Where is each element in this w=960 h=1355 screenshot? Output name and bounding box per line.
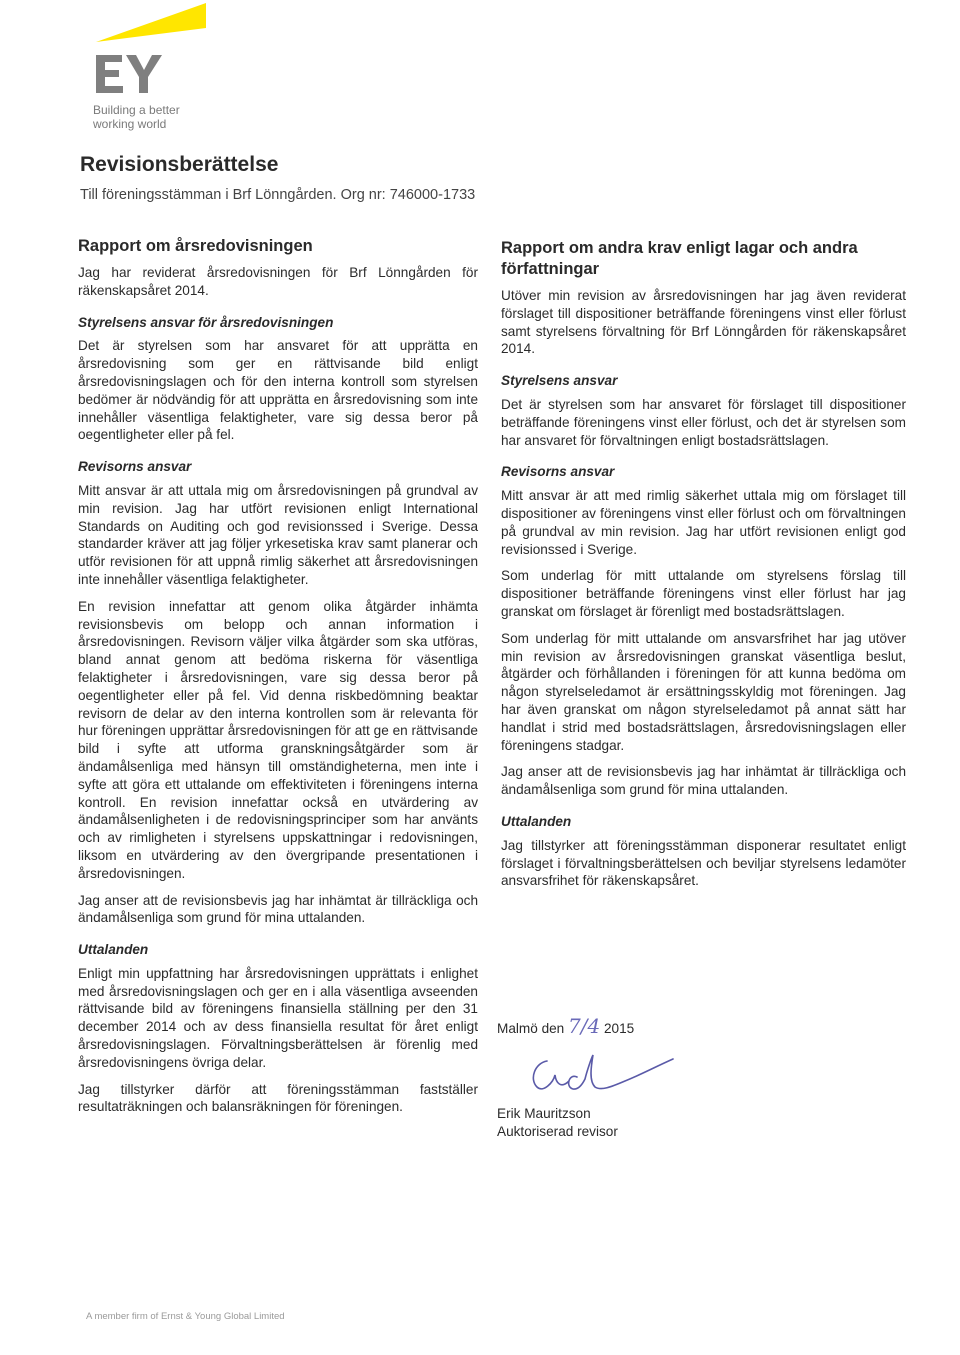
subheading-board-responsibility: Styrelsens ansvar xyxy=(501,373,618,389)
paragraph: Det är styrelsen som har ansvaret för förslaget till dispositioner beträffande föreningens vinst eller förlust, och det är styrelsen som har ansvaret för förvaltningen enligt bostadsrättslagen. xyxy=(501,396,906,448)
tagline-line-1: Building a better xyxy=(93,103,180,117)
subheading-auditor-responsibility: Revisorns ansvar xyxy=(78,459,192,475)
signature-block xyxy=(497,1014,757,1141)
paragraph: Jag har reviderat årsredovisningen för Brf Lönngården för räkenskapsåret 2014. xyxy=(78,265,478,298)
document-subtitle: Till föreningsstämman i Brf Lönngården. Org nr: 746000-1733 xyxy=(80,187,476,203)
section-heading-annual-report: Rapport om årsredovisningen xyxy=(78,237,313,255)
signature-year: 2015 xyxy=(604,1021,635,1036)
paragraph: Mitt ansvar är att uttala mig om årsredovisningen på grundval av min revision. Jag har utfört revisionen enligt International Standards on Auditing och god revisionssed i Sverige. Dessa standarder kräver att jag följer yrkesetiska krav samt planerar och utför revisionen för att uppnå rimlig säkerhet att årsredovisningen inte innehåller väsentliga felaktigheter. xyxy=(78,482,478,587)
paragraph: Jag tillstyrker därför att föreningsstämman fastställer resultaträkningen och balansräkningen för föreningen. xyxy=(78,1081,478,1115)
subheading-statements: Uttalanden xyxy=(501,813,572,829)
paragraph: En revision innefattar att genom olika åtgärder inhämta revisionsbevis om belopp och annan information i årsredovisningen. Revisorn väljer vilka åtgärder som ska utföras, bland annat genom att bedöma riskerna för väsentliga felaktigheter i årsredovisningen, vare sig dessa beror på oegentligheter eller på fel. Vid denna riskbedömning beaktar revisorn de delar av den interna kontrollen som är relevanta för hur föreningen upprättar årsredovisningen för att ge en rättvisande bild i syfte att utforma granskningsåtgärder som är ändamålsenliga med hänsyn till omständigheterna, men inte i syfte att göra ett uttalande om effektiviteten i föreningens interna kontroll. En revision innefattar också en utvärdering av ändamålsenligheten i de redovisningsprinciper som har använts och av rimligheten i styrelsens uppskattningar i redovisningen, liksom en utvärdering av den övergripande presentationen i årsredovisningen. xyxy=(78,598,478,881)
auditor-name: Erik Mauritzson xyxy=(497,1106,591,1121)
paragraph: Jag anser att de revisionsbevis jag har inhämtat är tillräckliga och ändamålsenliga som grund för mina uttalanden. xyxy=(501,764,906,798)
ey-tagline xyxy=(93,103,180,131)
ey-logo-icon xyxy=(92,0,212,100)
paragraph: Utöver min revision av årsredovisningen har jag även reviderat förslaget till dispositioner beträffande föreningens vinst eller förlust samt styrelsens förvaltning för Brf Lönngården för räkenskapsåret 2014. xyxy=(501,288,906,357)
handwritten-date: 7/4 xyxy=(568,1014,601,1038)
tagline-line-2: working world xyxy=(93,117,167,131)
paragraph: Som underlag för mitt uttalande om styrelsens förslag till dispositioner beträffande föreningens vinst eller förlust har jag granskat om förslaget är förenligt med bostadsrättslagen. xyxy=(501,568,906,619)
signature-place: Malmö den xyxy=(497,1021,565,1036)
left-column xyxy=(78,236,478,1125)
signature-date xyxy=(497,1014,757,1041)
subheading-board-responsibility: Styrelsens ansvar för årsredovisningen xyxy=(78,314,334,330)
subheading-auditor-responsibility: Revisorns ansvar xyxy=(501,464,615,480)
paragraph: Jag anser att de revisionsbevis jag har inhämtat är tillräckliga och ändamålsenliga som grund för mina uttalanden. xyxy=(78,892,478,926)
paragraph: Som underlag för mitt uttalande om ansvarsfrihet har jag utöver min revision av årsredovisningen granskat väsentliga beslut, åtgärder och förhållanden i föreningen för att kunna bedöma om någon styrelseledamot är ersättningsskyldig mot föreningen. Jag har även granskat om någon styrelseledamot på annat sätt har handlat i strid med bostadsrättslagen, årsredovisningslagen eller föreningens stadgar. xyxy=(501,630,906,753)
paragraph: Jag tillstyrker att föreningsstämman disponerar resultatet enligt förslaget i förvaltningsberättelsen och beviljar styrelsens ledamöter ansvarsfrihet för räkenskapsåret. xyxy=(501,837,906,889)
paragraph: Det är styrelsen som har ansvaret för att upprätta en årsredovisning som ger en rättvisande bild enligt årsredovisningslagen och för den interna kontroll som styrelsen bedömer är nödvändig för att upprätta en årsredovisning som inte innehåller väsentliga felaktigheter, vare sig dessa beror på oegentligheter eller på fel. xyxy=(78,338,478,443)
paragraph: Enligt min uppfattning har årsredovisningen upprättats i enlighet med årsredovisningslagen och ger en i alla väsentliga avseenden rättvisande bild av föreningens finansiella ställning per den 31 december 2014 och av dess finansiella resultat för året enligt årsredovisningslagen. Förvaltningsberättelsen är förenlig med årsredovisningens övriga delar. xyxy=(78,965,478,1070)
document-title: Revisionsberättelse xyxy=(80,153,279,176)
footer-note: A member firm of Ernst & Young Global Limited xyxy=(86,1311,285,1322)
auditor-role: Auktoriserad revisor xyxy=(497,1124,618,1139)
right-column xyxy=(501,238,906,899)
section-heading-other-requirements: Rapport om andra krav enligt lagar och andra författningar xyxy=(501,239,858,278)
handwritten-signature-icon xyxy=(525,1049,675,1099)
paragraph: Mitt ansvar är att med rimlig säkerhet uttala mig om förslaget till dispositioner av föreningens vinst eller förlust och om förvaltningen på grundval av min revision. Jag har utfört revisionen enligt god revisionssed i Sverige. xyxy=(501,488,906,557)
subheading-statements: Uttalanden xyxy=(78,942,149,958)
